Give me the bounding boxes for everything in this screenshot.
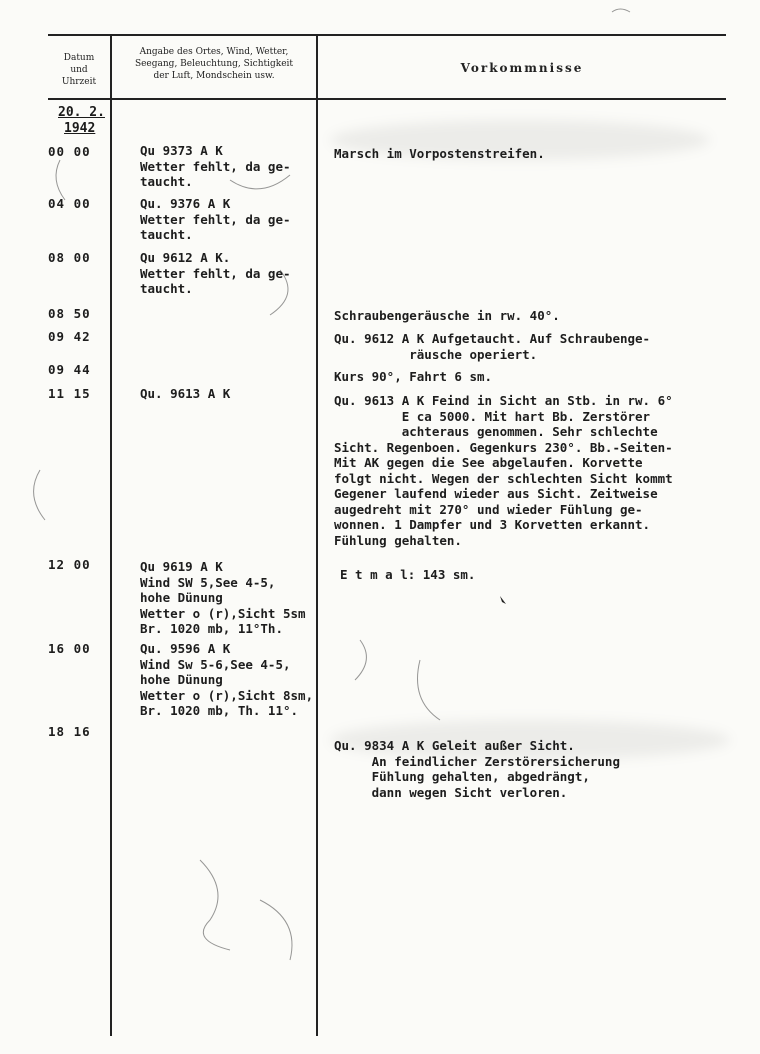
entry-time: 18 16 (48, 724, 91, 739)
entry-time: 08 00 (48, 250, 91, 265)
entry-position: Qu. 9613 A K (140, 386, 231, 401)
date-year: 1942 (64, 121, 96, 136)
entry-event: E t m a l: 143 sm. (340, 567, 476, 582)
entry-event: Kurs 90°, Fahrt 6 sm. (334, 369, 493, 384)
entry-time: 16 00 (48, 641, 91, 656)
date-day: 20. 2. (58, 105, 105, 120)
entry-time: 11 15 (48, 386, 91, 401)
header-angabe: Angabe des Ortes, Wind, Wetter, Seegang, Beleuchtung, Sichtigkeit der Luft, Mondschein usw. (134, 47, 294, 81)
entry-event: Qu. 9613 A K Feind in Sicht an Stb. in rw. 6° E ca 5000. Mit hart Bb. Zerstörer achteraus genommen. Sehr schlechte Sicht. Regenboen. Gegenkurs 230°. Bb.-Seiten- Mit AK gegen die See abgelaufen. Korvette folgt nicht. Wegen der schlechten Sicht kommt Gegener laufend wieder aus Sicht. Zeitweise augedreht mit 270° und wieder Fühlung ge- wonnen. 1 Dampfer und 3 Korvetten erkannt. Fühlung gehalten. (334, 393, 673, 548)
entry-event: Qu. 9612 A K Aufgetaucht. Auf Schraubenge- räusche operiert. (334, 331, 651, 362)
entry-position: Qu. 9596 A K Wind Sw 5-6,See 4-5, hohe Dünung Wetter o (r),Sicht 8sm, Br. 1020 mb, Th. 11°. (140, 641, 314, 718)
entry-position: Qu 9373 A K Wetter fehlt, da ge- taucht. (140, 143, 291, 189)
entry-time: 04 00 (48, 196, 91, 211)
entry-time: 09 42 (48, 329, 91, 344)
entry-time: 09 44 (48, 362, 91, 377)
entry-time: 08 50 (48, 306, 91, 321)
entry-event: Marsch im Vorpostenstreifen. (334, 146, 545, 161)
entry-time: 12 00 (48, 557, 91, 572)
entry-position: Qu 9612 A K. Wetter fehlt, da ge- taucht. (140, 250, 291, 296)
header-datum: Datum und Uhrzeit (61, 53, 97, 87)
entry-event: Schraubengeräusche in rw. 40°. (334, 308, 560, 323)
entry-time: 00 00 (48, 144, 91, 159)
header-vorkommnisse: Vorkommnisse (460, 61, 584, 75)
entry-event: Qu. 9834 A K Geleit außer Sicht. An feindlicher Zerstörersicherung Fühlung gehalten, abgedrängt, dann wegen Sicht verloren. (334, 738, 620, 800)
entry-position: Qu 9619 A K Wind SW 5,See 4-5, hohe Dünung Wetter o (r),Sicht 5sm Br. 1020 mb, 11°Th. (140, 559, 306, 636)
entry-position: Qu. 9376 A K Wetter fehlt, da ge- taucht. (140, 196, 291, 242)
